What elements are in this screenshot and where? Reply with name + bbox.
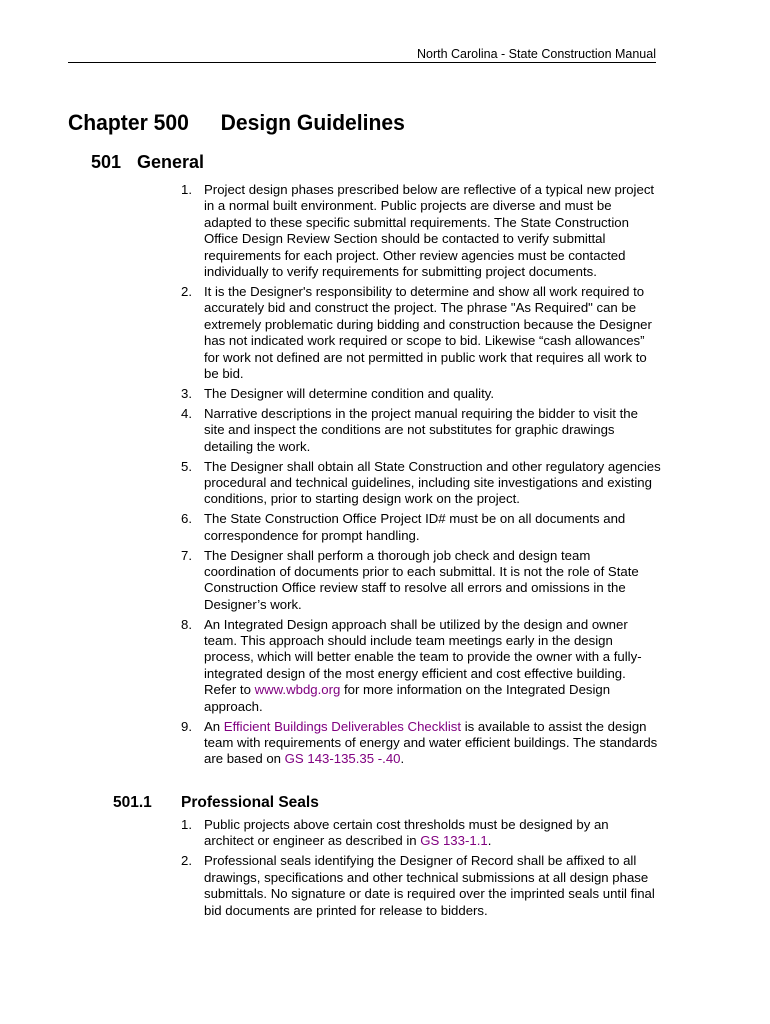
chapter-number: Chapter 500 — [68, 110, 189, 135]
header-rule — [68, 62, 656, 63]
wbdg-link[interactable]: www.wbdg.org — [254, 682, 341, 698]
item-number: 8. — [181, 616, 192, 632]
section-501-heading — [91, 152, 204, 173]
item-text: The State Construction Office Project ID# must be on all documents and correspondence for prompt handling. — [204, 511, 626, 543]
list-item — [181, 719, 661, 768]
list-item — [181, 548, 661, 614]
section-501-1-number: 501.1 — [113, 794, 152, 811]
list-item — [181, 459, 661, 508]
item-text: for more information on the Integrated Design approach. — [204, 682, 611, 714]
item-text: Narrative descriptions in the project manual requiring the bidder to visit the site and inspect the conditions are not substitutes for graphic drawings detailing the work. — [204, 405, 638, 454]
chapter-heading — [68, 110, 405, 136]
list-item — [181, 617, 661, 715]
section-501-1-title: Professional Seals — [181, 794, 319, 811]
item-number: 6. — [181, 511, 192, 527]
item-text: Public projects above certain cost thresholds must be designed by an architect or engineer as described in — [204, 817, 609, 849]
section-501-list — [181, 182, 661, 771]
checklist-link[interactable]: Efficient Buildings Deliverables Checklist — [223, 718, 462, 734]
item-number: 2. — [181, 853, 192, 869]
section-501-number: 501 — [91, 152, 122, 172]
chapter-title: Design Guidelines — [220, 110, 405, 135]
item-number: 1. — [181, 817, 192, 832]
item-text: It is the Designer's responsibility to determine and show all work required to accurately bid and construct the project. The phrase "As Required" can be extremely problematic during bidding and construction because the Designer has not indicated work required or scope to bid. Likewise “cash allowances” for work not defined are not permitted in public work that requires all work to be bid. — [204, 283, 652, 381]
list-item — [181, 853, 661, 919]
item-text: The Designer shall perform a thorough job check and design team coordination of documents prior to each submittal. It is not the role of State Construction Office review staff to resolve all errors and omissions in the Designer’s work. — [204, 547, 639, 612]
item-number: 4. — [181, 405, 192, 421]
section-501-1-heading — [113, 794, 319, 812]
item-text: . — [487, 833, 492, 849]
section-501-title: General — [137, 152, 205, 172]
item-text: The Designer will determine condition and quality. — [204, 385, 495, 401]
list-item — [181, 182, 661, 280]
item-number: 3. — [181, 385, 192, 401]
running-header: North Carolina - State Construction Manual — [416, 47, 656, 61]
section-501-1-list — [181, 817, 661, 922]
item-number: 5. — [181, 458, 192, 474]
item-text: The Designer shall obtain all State Construction and other regulatory agencies procedural and technical guidelines, including site investigations and existing conditions, prior to starting design work on the project. — [204, 458, 661, 507]
item-number: 9. — [181, 718, 192, 734]
gs-133-link[interactable]: GS 133-1.1 — [420, 833, 488, 849]
list-item — [181, 817, 661, 850]
item-number: 1. — [181, 182, 192, 197]
item-text: Professional seals identifying the Designer of Record shall be affixed to all drawings, specifications and other technical submissions at all design phase submittals. No signature or date is required over the imprinted seals until final bid documents are printed for release to bidders. — [204, 853, 655, 918]
list-item — [181, 284, 661, 382]
list-item — [181, 406, 661, 455]
item-text: An Integrated Design approach shall be utilized by the design and owner team. This approach should include team meetings early in the design process, which will better enable the team to provide the owner with a fully-integrated design of the most energy efficient and cost effective building. Refer to — [204, 616, 642, 698]
list-item — [181, 386, 661, 402]
item-text: is available to assist the design team with requirements of energy and water efficient buildings. The standards are based on — [204, 718, 658, 767]
item-text: . — [400, 751, 405, 767]
item-text: An — [204, 718, 224, 734]
gs-143-link[interactable]: GS 143-135.35 -.40 — [284, 751, 401, 767]
item-text: Project design phases prescribed below are reflective of a typical new project in a normal built environment. Public projects are diverse and must be adapted to these specific submittal requirements. The State Construction Office Design Review Section should be contacted to verify submittal requirements for each project. Other review agencies must be contacted individually to verify requirements for submitting project documents. — [204, 182, 655, 280]
list-item — [181, 511, 661, 544]
item-number: 2. — [181, 283, 192, 299]
item-number: 7. — [181, 547, 192, 563]
